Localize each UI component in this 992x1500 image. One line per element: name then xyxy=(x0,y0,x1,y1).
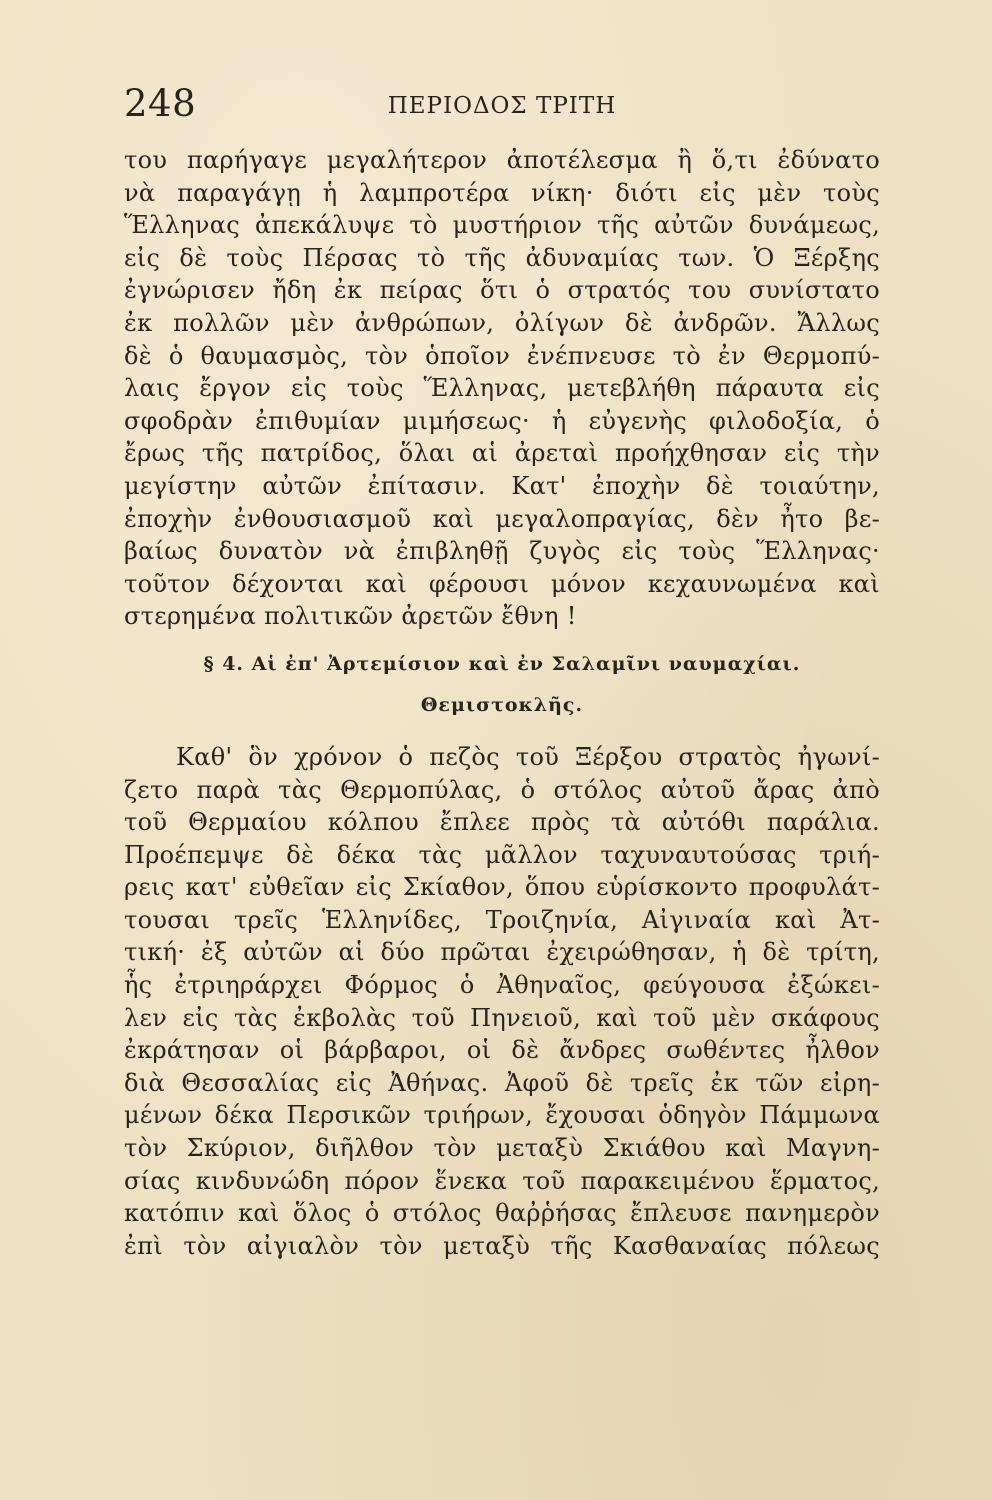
text-line: ρεις κατ' εὐθεῖαν εἰς Σκίαθον, ὅπου εὑρίσκοντο προφυλάτ- xyxy=(124,873,880,902)
text-line: ζετο παρὰ τὰς Θερμοπύλας, ὁ στόλος αὐτοῦ ἄρας ἀπὸ xyxy=(124,775,880,804)
text-line: τική· ἐξ αὐτῶν αἱ δύο πρῶται ἐχειρώθησαν, ἡ δὲ τρίτη, xyxy=(124,938,880,967)
text-line: μένων δέκα Περσικῶν τριήρων, ἔχουσαι ὁδηγὸν Πάμμωνα xyxy=(124,1101,880,1130)
running-head: ΠΕΡΙΟΔΟΣ ΤΡΙΤΗ xyxy=(387,93,617,119)
text-line: τὸν Σκύριον, διῆλθον τὸν μεταξὺ Σκιάθου καὶ Μαγνη- xyxy=(124,1134,880,1163)
text-line: Ἕλληνας ἀπεκάλυψε τὸ μυστήριον τῆς αὐτῶν δυνάμεως, xyxy=(124,211,880,240)
text-line: λαις ἔργον εἰς τοὺς Ἕλληνας, μετεβλήθη πάραυτα εἰς xyxy=(124,374,880,403)
text-line: ἐκ πολλῶν μὲν ἀνθρώπων, ὀλίγων δὲ ἀνδρῶν. Ἄλλως xyxy=(124,308,880,337)
text-line: λεν εἰς τὰς ἐκβολὰς τοῦ Πηνειοῦ, καὶ τοῦ μὲν σκάφους xyxy=(124,1003,880,1032)
text-line: ἐκράτησαν οἱ βάρβαροι, οἱ δὲ ἄνδρες σωθέντες ἦλθον xyxy=(124,1036,880,1065)
page-number: 248 xyxy=(124,82,197,125)
paragraph-2 xyxy=(124,741,880,1263)
text-line: ἧς ἐτριηράρχει Φόρμος ὁ Ἀθηναῖος, φεύγουσα ἐξώκει- xyxy=(124,971,880,1000)
text-line: κατόπιν καὶ ὅλος ὁ στόλος θαῤῥήσας ἔπλευσε πανημερὸν xyxy=(124,1199,880,1228)
text-line: τουσαι τρεῖς Ἑλληνίδες, Τροιζηνία, Αἰγιναία καὶ Ἀτ- xyxy=(124,905,880,934)
text-line: ἐποχὴν ἐνθουσιασμοῦ καὶ μεγαλοπραγίας, δὲν ἦτο βε- xyxy=(124,504,880,533)
text-line: ἐγνώρισεν ἤδη ἐκ πείρας ὅτι ὁ στρατός του συνίστατο xyxy=(124,276,880,305)
text-body xyxy=(124,144,880,1262)
text-line: Προέπεμψε δὲ δέκα τὰς μᾶλλον ταχυναυτούσας τριή- xyxy=(124,840,880,869)
text-line: δὲ ὁ θαυμασμὸς, τὸν ὁποῖον ἐνέπνευσε τὸ ἐν Θερμοπύ- xyxy=(124,341,880,370)
text-line: ἔρως τῆς πατρίδος, ὅλαι αἱ ἀρεταὶ προήχθησαν εἰς τὴν xyxy=(124,439,880,468)
section-subtitle: Θεμιστοκλῆς. xyxy=(420,693,584,716)
text-line: νὰ παραγάγῃ ἡ λαμπροτέρα νίκη· διότι εἰς μὲν τοὺς xyxy=(124,178,880,207)
text-line: σφοδρὰν ἐπιθυμίαν μιμήσεως· ἡ εὐγενὴς φιλοδοξία, ὁ xyxy=(124,406,880,435)
section-title: § 4. Αἱ ἐπ' Ἀρτεμίσιον καὶ ἐν Σαλαμῖνι ναυμαχίαι. xyxy=(203,652,801,675)
text-line: μεγίστην αὐτῶν ἐπίτασιν. Κατ' ἐποχὴν δὲ τοιαύτην, xyxy=(124,471,880,500)
text-line: τοῦτον δέχονται καὶ φέρουσι μόνον κεχαυνωμένα καὶ xyxy=(124,569,880,598)
text-line: βαίως δυνατὸν νὰ ἐπιβληθῇ ζυγὸς εἰς τοὺς Ἕλληνας· xyxy=(124,537,880,566)
text-line: Καθ' ὃν χρόνον ὁ πεζὸς τοῦ Ξέρξου στρατὸς ἠγωνί- xyxy=(176,742,880,771)
page-header xyxy=(124,82,880,126)
text-line: σίας κινδυνώδη πόρον ἕνεκα τοῦ παρακειμένου ἕρματος, xyxy=(124,1166,880,1195)
text-line: ἐπὶ τὸν αἰγιαλὸν τὸν μεταξὺ τῆς Κασθαναίας πόλεως xyxy=(124,1231,880,1260)
text-line: στερημένα πολιτικῶν ἀρετῶν ἔθνη ! xyxy=(124,602,577,631)
text-line: εἰς δὲ τοὺς Πέρσας τὸ τῆς ἀδυναμίας των. Ὁ Ξέρξης xyxy=(124,243,880,272)
text-line: του παρήγαγε μεγαλήτερον ἀποτέλεσμα ἢ ὅ,τι ἐδύνατο xyxy=(124,146,880,174)
text-line: διὰ Θεσσαλίας εἰς Ἀθήνας. Ἀφοῦ δὲ τρεῖς ἐκ τῶν εἰρη- xyxy=(124,1068,880,1097)
paragraph-1 xyxy=(124,144,880,633)
text-line: τοῦ Θερμαίου κόλπου ἔπλεε πρὸς τὰ αὐτόθι παράλια. xyxy=(124,808,880,837)
